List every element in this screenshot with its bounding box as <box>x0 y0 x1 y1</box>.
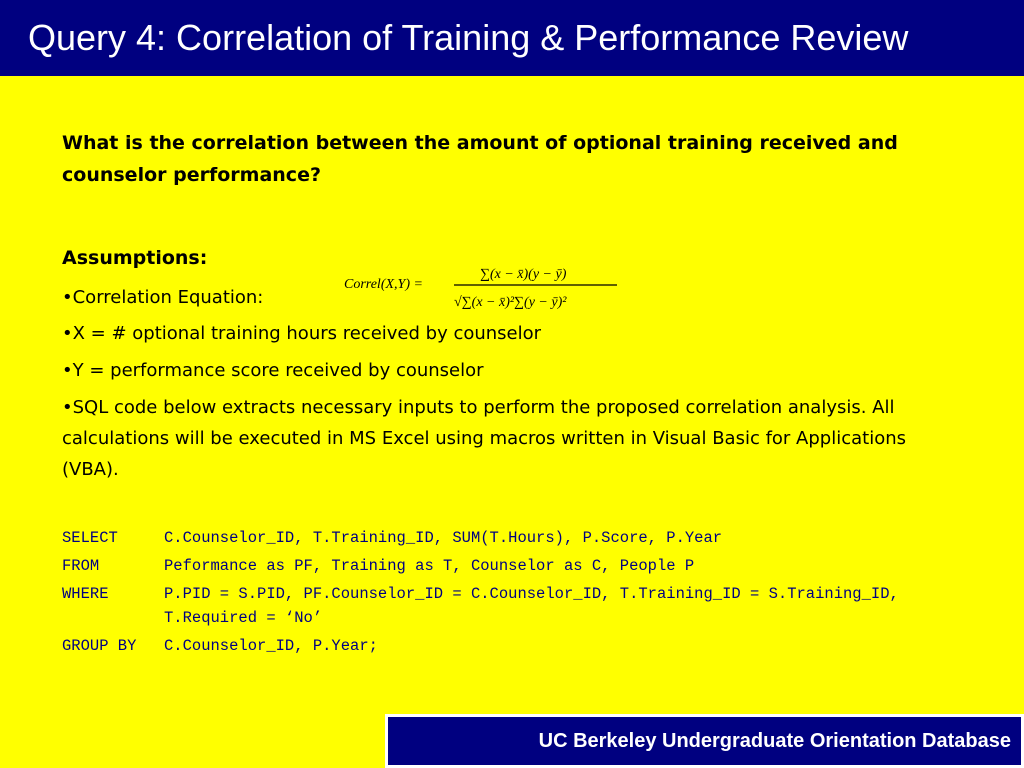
sql-line-from <box>62 554 942 578</box>
sql-line-where <box>62 582 942 630</box>
sql-line-select <box>62 526 942 550</box>
sql-keyword: GROUP BY <box>62 637 137 655</box>
bullet-correlation-equation: •Correlation Equation: <box>62 287 264 308</box>
bullet-sql-note: •SQL code below extracts necessary inputs to perform the proposed correlation analysis. All calculations will be executed in MS Excel using macros written in Visual Basic for Applications (VBA). <box>62 397 906 480</box>
bullet-x-definition: •X = # optional training hours received by counselor <box>62 323 542 344</box>
sql-body: Peformance as PF, Training as T, Counselor as C, People P <box>164 557 695 575</box>
sql-body: C.Counselor_ID, P.Year; <box>164 637 378 655</box>
sql-keyword: WHERE <box>62 585 109 603</box>
footer-text: UC Berkeley Undergraduate Orientation Database <box>538 730 1011 752</box>
formula-denominator: √∑(x − x̄)²∑(y − ȳ)² <box>454 295 567 310</box>
sql-keyword: SELECT <box>62 529 118 547</box>
research-question: What is the correlation between the amount of optional training received and counselor performance? <box>62 132 898 186</box>
title-bar <box>0 0 1024 76</box>
assumptions-heading: Assumptions: <box>62 247 208 269</box>
sql-code-block <box>62 526 942 658</box>
footer-banner <box>385 714 1024 768</box>
sql-body: P.PID = S.PID, PF.Counselor_ID = C.Counselor_ID, T.Training_ID = S.Training_ID, T.Required = ‘No’ <box>164 585 899 627</box>
sql-body: C.Counselor_ID, T.Training_ID, SUM(T.Hours), P.Score, P.Year <box>164 529 723 547</box>
sql-keyword: FROM <box>62 557 100 575</box>
formula-numerator: ∑(x − x̄)(y − ȳ) <box>480 267 567 282</box>
formula-lhs: Correl(X,Y) = <box>344 277 423 292</box>
correlation-formula <box>342 258 622 318</box>
slide-title: Query 4: Correlation of Training & Performance Review <box>28 17 909 58</box>
sql-line-group-by <box>62 634 942 658</box>
bullet-y-definition: •Y = performance score received by counselor <box>62 360 484 381</box>
